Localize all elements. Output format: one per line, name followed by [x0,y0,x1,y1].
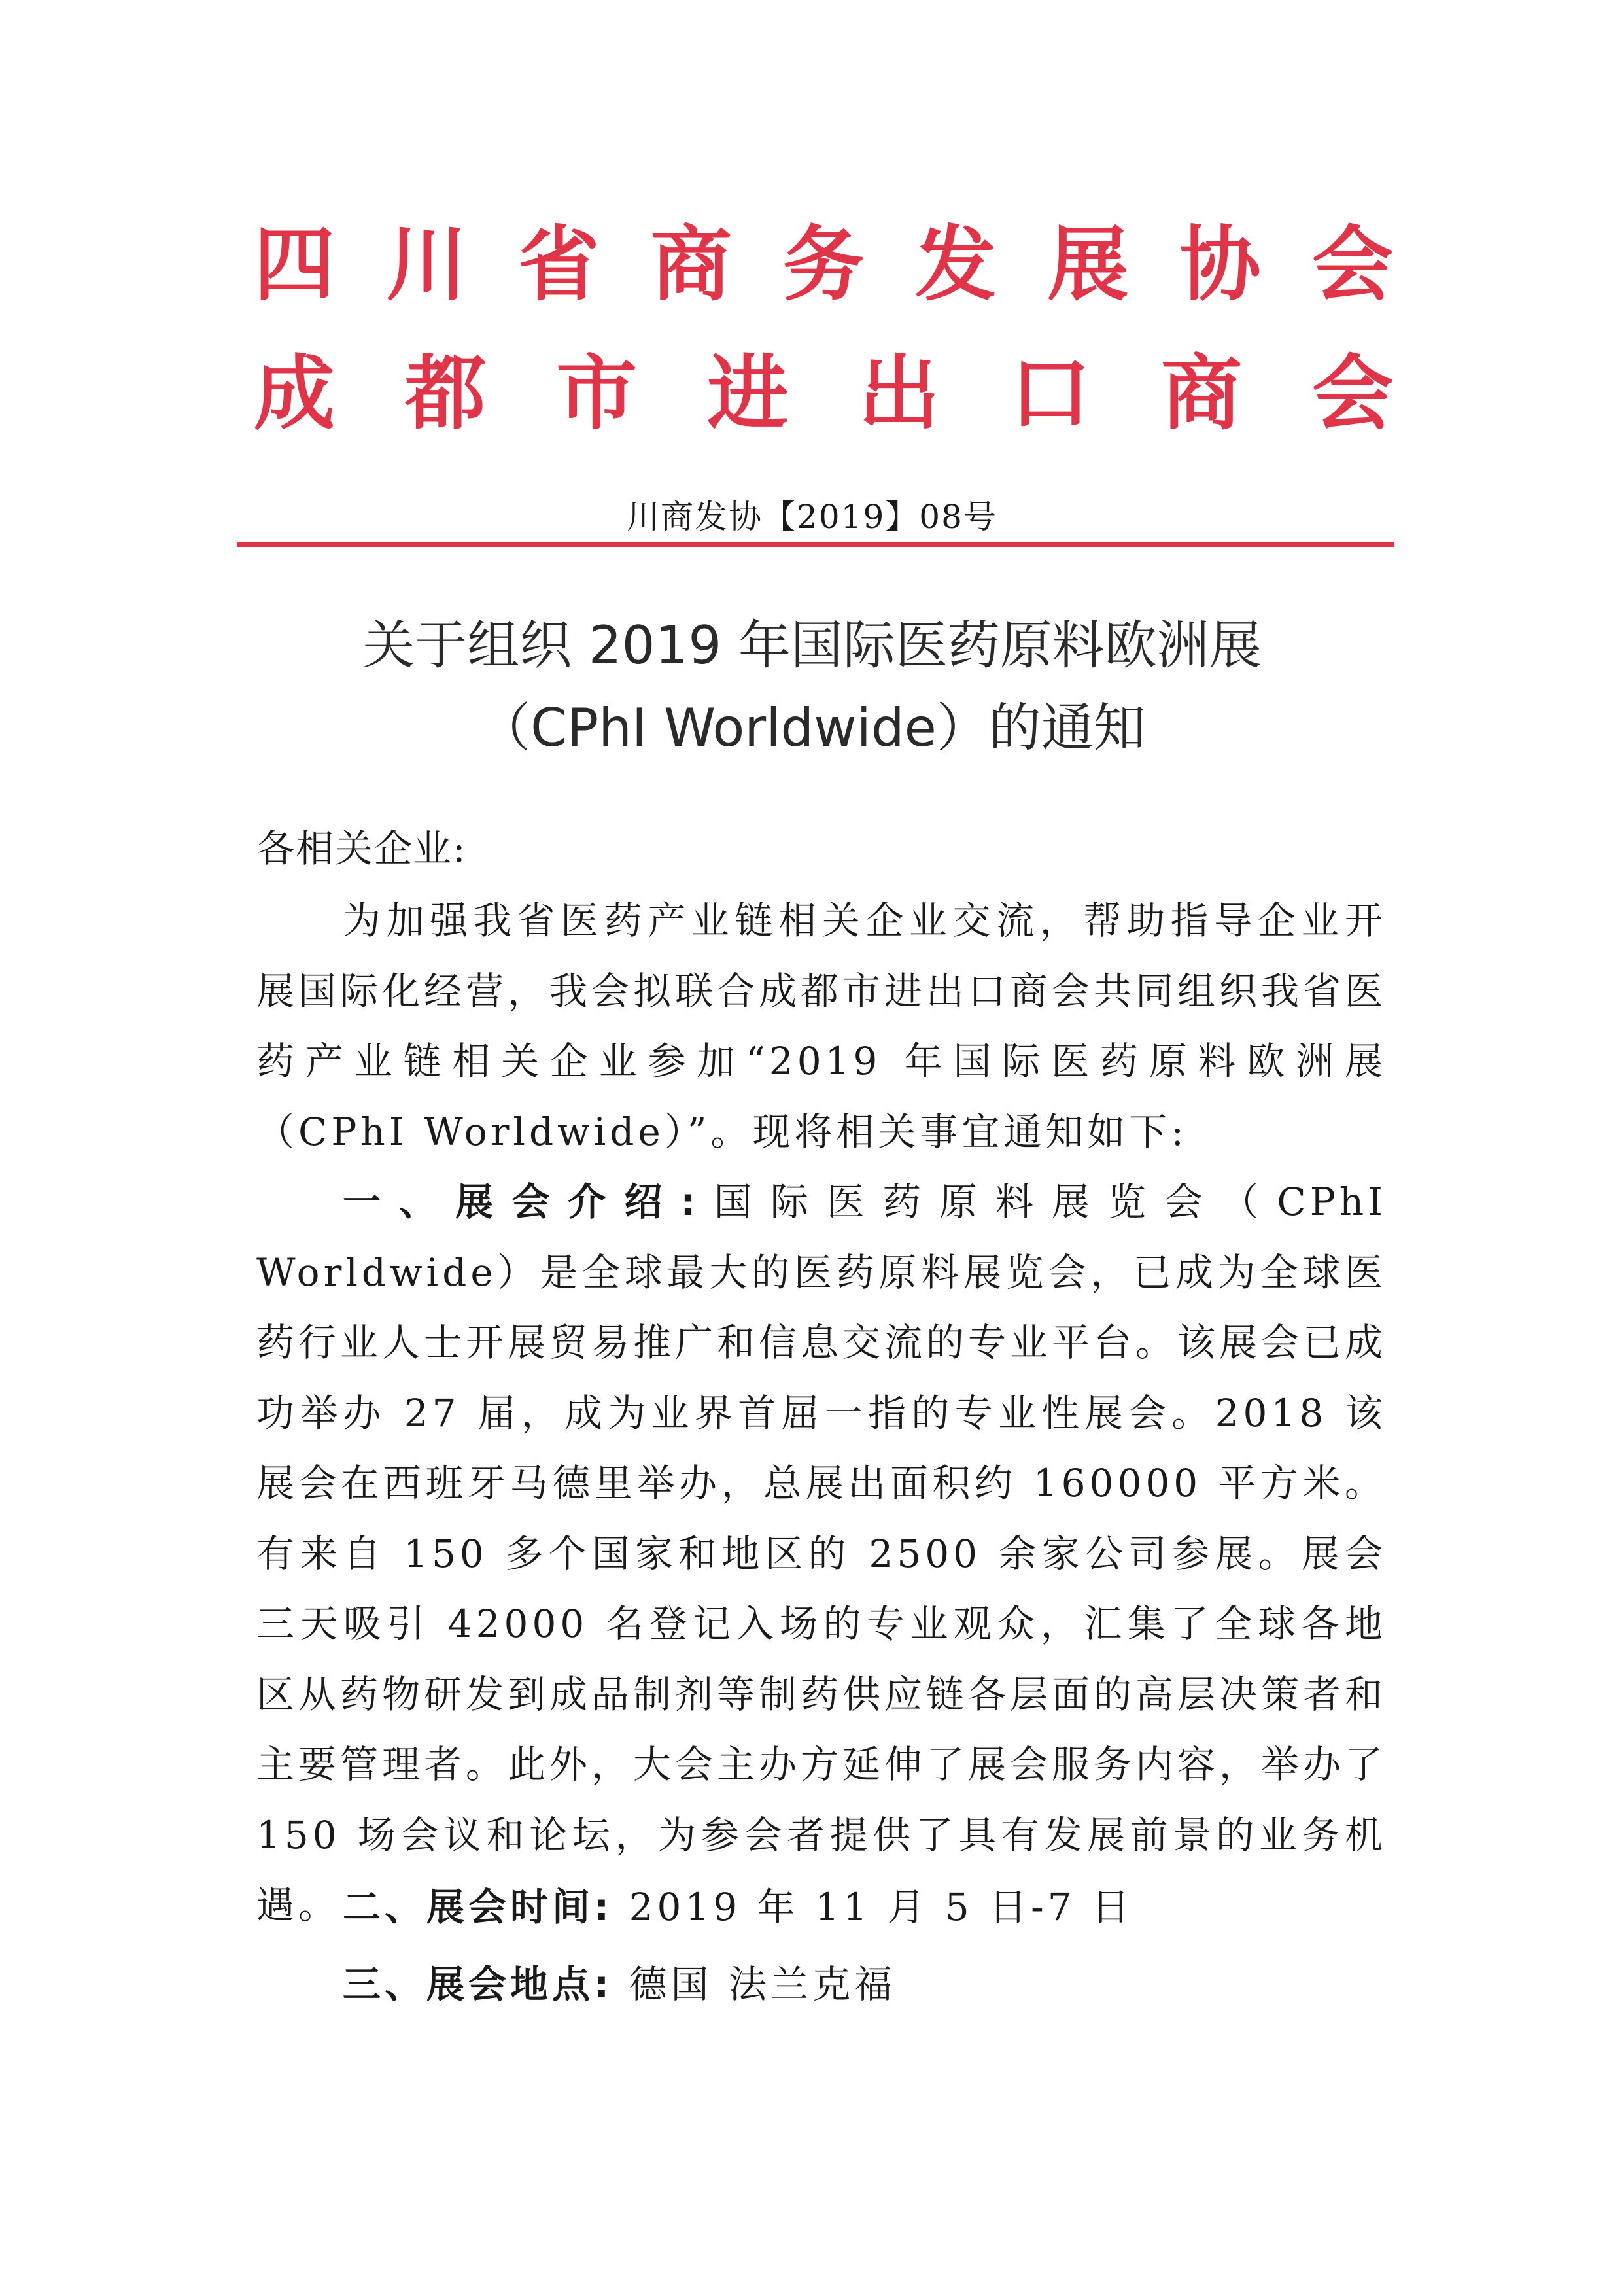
org2-char: 口 [1009,347,1091,441]
section-1-paragraph [256,1167,1387,1941]
document-title-line-1: 关于组织 2019 年国际医药原料欧洲展 [362,615,1262,676]
section-3-text: 德国 法兰克福 [629,1962,897,2006]
org1-char: 务 [782,218,864,312]
org2-char: 成 [254,347,336,441]
org1-char: 商 [650,218,732,312]
document-number: 川商发协【2019】08号 [627,498,997,536]
organization-name-line-2 [254,345,1393,443]
section-3-line [343,1961,896,2007]
org2-char: 会 [1311,347,1393,441]
org2-char: 出 [858,347,940,441]
section-1-heading: 一、展会介绍: [343,1180,700,1224]
intro-paragraph: 为加强我省医药产业链相关企业交流，帮助指导企业开展国际化经营，我会拟联合成都市进出口商会共同组织我省医药产业链相关企业参加“2019 年国际医药原料欧洲展（CPhI Worldwide）”。现将相关事宜通知如下: [256,898,1387,1154]
section-3-heading: 三、展会地点: [343,1962,613,2006]
org1-char: 川 [386,218,468,312]
org1-char: 发 [915,218,997,312]
organization-name-line-1 [254,216,1393,314]
org1-char: 省 [518,218,600,312]
org1-char: 协 [1179,218,1261,312]
org1-char: 四 [254,218,336,312]
salutation: 各相关企业: [256,826,467,871]
section-2-heading: 二、展会时间: [343,1885,613,1929]
section-1-text: 国际医药原料展览会（CPhI Worldwide）是全球最大的医药原料展览会，已成为全球医药行业人士开展贸易推广和信息交流的专业平台。该展会已成功举办 27 届，成为业界首屈一指的专业性展会。2018 该展会在西班牙马德里举办，总展出面积约 160000 平方米。有来自 150 多个国家和地区的 2500 余家公司参展。展会三天吸引 42000 名登记入场的专业观众，汇集了全球各地区从药物研发到成品制剂等制药供应链各层面的高层决策者和主要管理者。此外，大会主办方延伸了展会服务内容，举办了 150 场会议和论坛，为参会者提供了具有发展前景的业务机遇。 [256,1180,1387,1927]
section-2-text: 2019 年 11 月 5 日-7 日 [629,1885,1134,1929]
header-divider [237,542,1394,547]
org2-char: 都 [405,347,487,441]
body-text [256,886,1387,1941]
org2-char: 商 [1160,347,1242,441]
org1-char: 展 [1047,218,1129,312]
org2-char: 进 [707,347,789,441]
document-title-line-2: （CPhI Worldwide）的通知 [478,697,1146,758]
section-2-line [343,1884,1133,1930]
org2-char: 市 [556,347,638,441]
org1-char: 会 [1311,218,1393,312]
